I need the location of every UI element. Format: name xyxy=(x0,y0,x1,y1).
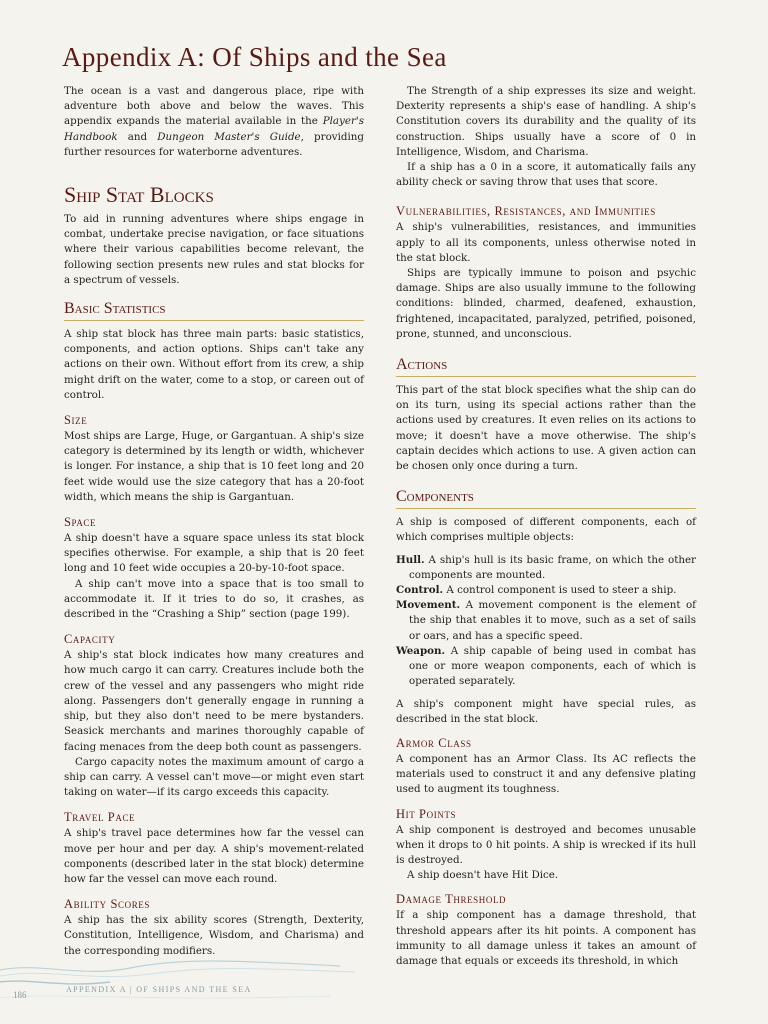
component-item-control xyxy=(396,583,696,598)
vulnerabilities-paragraph: Ships are typically immune to poison and psychic damage. Ships are also usually immune to the following conditions: blinded, charmed, deafened, exhaustion, frightened, incapacitated, paralyzed, petrified, poisoned, prone, stunned, and unconscious. xyxy=(396,267,696,340)
armor-class-paragraph: A component has an Armor Class. Its AC reflects the materials used to construct it and any defensive plating used to augment its toughness. xyxy=(396,752,696,796)
subheading-space: Space xyxy=(64,515,97,530)
component-item-movement xyxy=(396,598,696,644)
hit-points-paragraph: A ship doesn't have Hit Dice. xyxy=(407,869,559,882)
component-item-hull xyxy=(396,553,696,583)
subheading-capacity: Capacity xyxy=(64,632,116,647)
page-title: Appendix A: Of Ships and the Sea xyxy=(62,42,447,72)
vulnerabilities-paragraph: A ship's vulnerabilities, resistances, and immunities apply to all its components, unless otherwise noted in the stat block. xyxy=(396,221,696,264)
capacity-paragraph: Cargo capacity notes the maximum amount of cargo a ship can carry. A vessel can't move—or might even start taking on water—if its cargo exceeds this capacity. xyxy=(64,755,364,799)
components-intro: A ship is composed of different components, each of which comprises multiple objects: xyxy=(396,516,696,544)
component-text: A ship capable of being used in combat has one or more weapon components, each of which is operated separately. xyxy=(409,644,696,688)
component-item-weapon xyxy=(396,644,696,690)
section-heading-components: Components xyxy=(396,487,696,509)
right-column xyxy=(396,84,696,969)
subheading-vulnerabilities: Vulnerabilities, Resistances, and Immunities xyxy=(396,204,656,219)
book-title-players-handbook: Player's Handbook xyxy=(64,115,364,143)
component-term: Hull. xyxy=(396,553,425,566)
left-column xyxy=(64,84,364,959)
component-text: A movement component is the element of the ship that enables it to move, such as a set of sails or oars, and has a specific speed. xyxy=(409,599,696,642)
basic-statistics-paragraph: A ship stat block has three main parts: basic statistics, components, and action options. Ships can't take any actions on their own. Without effort from its crew, a ship might drift on the water, come to a stop, or careen out of control. xyxy=(64,328,364,401)
size-paragraph: Most ships are Large, Huge, or Gargantuan. A ship's size category is determined by its length or width, whichever is longer. For instance, a ship that is 10 feet long and 20 feet wide would use the size category that has a 20-foot width, which means the ship is Gargantuan. xyxy=(64,430,364,503)
ability-scores-paragraph: A ship has the six ability scores (Strength, Dexterity, Constitution, Intelligence, Wisdom, and Charisma) and the corresponding modifiers. xyxy=(64,914,364,957)
components-outro: A ship's component might have special rules, as described in the stat block. xyxy=(396,697,696,725)
subheading-damage-threshold: Damage Threshold xyxy=(396,892,507,907)
component-text: A control component is used to steer a ship. xyxy=(443,584,677,597)
component-term: Control. xyxy=(396,584,444,597)
ability-scores-paragraph: If a ship has a 0 in a score, it automatically fails any ability check or saving throw that uses that score. xyxy=(396,161,696,189)
capacity-paragraph: A ship's stat block indicates how many creatures and how much cargo it can carry. Creatures include both the crew of the vessel and any passengers who might ride along. Passengers don't generally engage in running a ship, but they also don't need to be mere bystanders. Seasick merchants and marines thoroughly capable of facing menaces from the deep both count as passengers. xyxy=(64,649,364,753)
subheading-size: Size xyxy=(64,413,88,428)
section-heading-actions: Actions xyxy=(396,355,696,377)
intro-paragraph xyxy=(64,84,364,160)
wave-ornament xyxy=(0,948,360,1008)
intro-text: , providing further resources for waterborne adventures. xyxy=(64,130,364,158)
component-term: Weapon. xyxy=(396,644,446,657)
subheading-armor-class: Armor Class xyxy=(396,735,472,750)
running-head: APPENDIX A | OF SHIPS AND THE SEA xyxy=(66,985,252,994)
actions-paragraph: This part of the stat block specifies what the ship can do on its turn, using its special actions rather than the actions used by creatures. It even relies on its actions to move; it doesn't have a move otherwise. The ship's captain decides which actions to use. A given action can be chosen only once during a turn. xyxy=(396,384,696,473)
intro-text: The ocean is a vast and dangerous place, ripe with adventure both above and below the waves. This appendix expands the material available in the xyxy=(64,85,364,128)
space-paragraph: A ship doesn't have a square space unless its stat block specifies otherwise. For example, a ship that is 20 feet long and 10 feet wide occupies a 20-by-10-foot space. xyxy=(64,532,364,575)
intro-text: and xyxy=(117,130,158,143)
ship-stat-blocks-paragraph: To aid in running adventures where ships engage in combat, undertake precise navigation, or face situations where their various capabilities become relevant, the following section presents new rules and stat blocks for a spectrum of vessels. xyxy=(64,213,364,286)
hit-points-paragraph: A ship component is destroyed and becomes unusable when it drops to 0 hit points. A ship is wrecked if its hull is destroyed. xyxy=(396,823,696,866)
travel-pace-paragraph: A ship's travel pace determines how far the vessel can move per hour and per day. A ship's movement-related components (described later in the stat block) determine how far the vessel can move each round. xyxy=(64,827,364,885)
book-title-dungeon-masters-guide: Dungeon Master's Guide xyxy=(157,130,301,143)
subheading-ability-scores: Ability Scores xyxy=(64,897,151,912)
space-paragraph: A ship can't move into a space that is too small to accommodate it. If it tries to do so, it crashes, as described in the “Crashing a Ship” section (page 199). xyxy=(64,577,364,621)
section-heading-ship-stat-blocks: Ship Stat Blocks xyxy=(64,182,214,208)
subheading-hit-points: Hit Points xyxy=(396,806,457,821)
ability-scores-paragraph: The Strength of a ship expresses its size and weight. Dexterity represents a ship's ease of handling. A ship's Constitution covers its durability and the quality of its construction. Ships usually have a score of 0 in Intelligence, Wisdom, and Charisma. xyxy=(396,85,696,158)
page-number: 186 xyxy=(13,990,27,1000)
damage-threshold-paragraph: If a ship component has a damage threshold, that threshold appears after its hit points. A component has immunity to all damage unless it takes an amount of damage that equals or exceeds its threshold, in which xyxy=(396,909,696,967)
subheading-travel-pace: Travel Pace xyxy=(64,810,136,825)
component-text: A ship's hull is its basic frame, on which the other components are mounted. xyxy=(409,553,696,581)
section-heading-basic-statistics: Basic Statistics xyxy=(64,299,364,321)
component-term: Movement. xyxy=(396,599,461,612)
